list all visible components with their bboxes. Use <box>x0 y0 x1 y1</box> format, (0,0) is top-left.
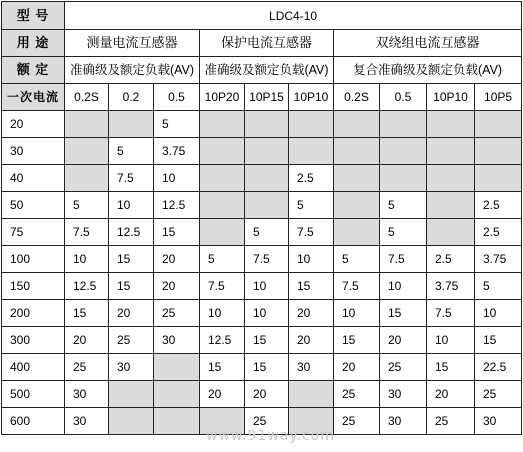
table-row <box>2 138 522 165</box>
accuracy-class-header: 0.2S <box>334 84 380 111</box>
primary-current-cell: 40 <box>2 165 65 192</box>
load-value-cell: 15 <box>200 354 245 381</box>
load-value-cell: 30 <box>380 381 427 408</box>
table-row <box>2 381 522 408</box>
primary-current-cell: 200 <box>2 300 65 327</box>
load-value-cell: 15 <box>65 300 109 327</box>
load-value-cell: 12.5 <box>200 327 245 354</box>
load-value-cell: 25 <box>334 408 380 435</box>
load-value-cell <box>475 138 522 165</box>
load-value-cell: 20 <box>289 327 334 354</box>
load-value-cell: 30 <box>475 408 522 435</box>
load-value-cell: 15 <box>427 354 475 381</box>
watermark: www.91way.com <box>206 428 335 444</box>
load-value-cell: 20 <box>334 354 380 381</box>
load-value-cell <box>289 111 334 138</box>
spec-table <box>1 1 522 435</box>
load-value-cell: 5 <box>154 111 200 138</box>
load-value-cell <box>427 165 475 192</box>
accuracy-class-header: 10P10 <box>427 84 475 111</box>
load-value-cell <box>245 192 289 219</box>
accuracy-class-header: 0.2 <box>109 84 154 111</box>
load-value-cell <box>380 138 427 165</box>
load-value-cell: 2.5 <box>289 165 334 192</box>
load-value-cell: 12.5 <box>65 273 109 300</box>
load-value-cell: 10 <box>245 273 289 300</box>
load-value-cell: 25 <box>334 381 380 408</box>
load-value-cell: 5 <box>380 192 427 219</box>
load-value-cell: 2.5 <box>475 192 522 219</box>
load-value-cell <box>154 381 200 408</box>
load-value-cell: 7.5 <box>200 273 245 300</box>
load-value-cell: 30 <box>65 381 109 408</box>
group-protection: 保护电流互感器 <box>200 30 334 57</box>
load-value-cell: 10 <box>334 300 380 327</box>
load-value-cell: 30 <box>109 354 154 381</box>
load-value-cell: 3.75 <box>154 138 200 165</box>
table-row <box>2 219 522 246</box>
load-value-cell <box>334 192 380 219</box>
load-value-cell <box>334 219 380 246</box>
load-value-cell <box>154 408 200 435</box>
load-value-cell: 25 <box>65 354 109 381</box>
table-row <box>2 273 522 300</box>
model-value: LDC4-10 <box>65 2 522 30</box>
load-value-cell: 2.5 <box>427 246 475 273</box>
load-value-cell: 5 <box>334 246 380 273</box>
load-value-cell: 20 <box>65 327 109 354</box>
primary-current-label: 一次电流 <box>2 84 65 111</box>
load-value-cell: 10 <box>65 246 109 273</box>
load-value-cell <box>334 138 380 165</box>
table-row <box>2 111 522 138</box>
primary-current-cell: 20 <box>2 111 65 138</box>
load-value-cell: 15 <box>475 327 522 354</box>
load-value-cell <box>245 138 289 165</box>
accuracy-class-header: 10P20 <box>200 84 245 111</box>
usage-label: 用 途 <box>2 30 65 57</box>
load-value-cell <box>65 165 109 192</box>
load-value-cell <box>200 138 245 165</box>
load-value-cell: 5 <box>65 192 109 219</box>
accuracy-class-header: 0.2S <box>65 84 109 111</box>
load-value-cell: 30 <box>154 327 200 354</box>
load-value-cell: 15 <box>334 327 380 354</box>
load-value-cell: 10 <box>200 300 245 327</box>
load-value-cell: 25 <box>154 300 200 327</box>
load-value-cell: 15 <box>245 354 289 381</box>
load-value-cell: 20 <box>245 381 289 408</box>
load-value-cell: 15 <box>289 273 334 300</box>
load-value-cell: 25 <box>245 408 289 435</box>
load-value-cell <box>200 192 245 219</box>
load-value-cell: 7.5 <box>334 273 380 300</box>
load-value-cell <box>334 111 380 138</box>
load-value-cell: 10 <box>245 300 289 327</box>
load-value-cell <box>200 111 245 138</box>
load-value-cell: 5 <box>289 192 334 219</box>
load-value-cell: 10 <box>427 327 475 354</box>
load-value-cell: 7.5 <box>109 165 154 192</box>
load-value-cell: 25 <box>109 327 154 354</box>
load-value-cell: 7.5 <box>427 300 475 327</box>
load-value-cell: 15 <box>380 300 427 327</box>
load-value-cell <box>65 138 109 165</box>
load-value-cell <box>289 138 334 165</box>
model-label: 型 号 <box>2 2 65 30</box>
primary-current-cell: 500 <box>2 381 65 408</box>
accuracy-class-header: 10P10 <box>289 84 334 111</box>
load-value-cell: 20 <box>427 381 475 408</box>
accuracy-class-header: 10P5 <box>475 84 522 111</box>
table-row <box>2 327 522 354</box>
load-value-cell: 10 <box>475 300 522 327</box>
load-value-cell <box>475 111 522 138</box>
load-value-cell: 2.5 <box>475 219 522 246</box>
rated-label: 额 定 <box>2 57 65 84</box>
load-value-cell: 5 <box>475 273 522 300</box>
load-value-cell: 5 <box>109 138 154 165</box>
load-value-cell: 20 <box>154 246 200 273</box>
load-value-cell: 5 <box>200 246 245 273</box>
load-value-cell <box>427 138 475 165</box>
load-value-cell: 25 <box>427 408 475 435</box>
load-value-cell <box>109 408 154 435</box>
load-value-cell: 5 <box>380 219 427 246</box>
load-value-cell <box>380 165 427 192</box>
load-value-cell: 20 <box>109 300 154 327</box>
load-value-cell: 10 <box>109 192 154 219</box>
subgroup-dual-winding: 复合准确级及额定负载(AV) <box>334 57 522 84</box>
load-value-cell: 15 <box>109 246 154 273</box>
load-value-cell: 10 <box>380 273 427 300</box>
load-value-cell: 30 <box>65 408 109 435</box>
load-value-cell: 15 <box>245 327 289 354</box>
group-dual-winding: 双绕组电流互感器 <box>334 30 522 57</box>
load-value-cell: 10 <box>289 246 334 273</box>
primary-current-cell: 300 <box>2 327 65 354</box>
primary-current-cell: 50 <box>2 192 65 219</box>
load-value-cell: 5 <box>245 219 289 246</box>
load-value-cell <box>109 111 154 138</box>
load-value-cell: 3.75 <box>475 246 522 273</box>
load-value-cell <box>427 219 475 246</box>
load-value-cell <box>109 381 154 408</box>
load-value-cell: 30 <box>380 408 427 435</box>
load-value-cell: 7.5 <box>289 219 334 246</box>
primary-current-cell: 30 <box>2 138 65 165</box>
load-value-cell <box>154 354 200 381</box>
load-value-cell: 20 <box>380 327 427 354</box>
table-row <box>2 165 522 192</box>
load-value-cell <box>427 111 475 138</box>
accuracy-class-header: 10P15 <box>245 84 289 111</box>
load-value-cell: 30 <box>289 354 334 381</box>
load-value-cell <box>289 381 334 408</box>
accuracy-class-header: 0.5 <box>154 84 200 111</box>
group-measuring: 测量电流互感器 <box>65 30 200 57</box>
load-value-cell: 25 <box>475 381 522 408</box>
load-value-cell <box>200 165 245 192</box>
load-value-cell: 20 <box>154 273 200 300</box>
load-value-cell <box>200 219 245 246</box>
primary-current-cell: 600 <box>2 408 65 435</box>
accuracy-class-header: 0.5 <box>380 84 427 111</box>
load-value-cell: 22.5 <box>475 354 522 381</box>
table-row <box>2 354 522 381</box>
subgroup-measuring: 准确级及额定负载(AV) <box>65 57 200 84</box>
load-value-cell <box>475 165 522 192</box>
load-value-cell: 12.5 <box>154 192 200 219</box>
load-value-cell <box>65 111 109 138</box>
load-value-cell: 7.5 <box>65 219 109 246</box>
load-value-cell: 10 <box>154 165 200 192</box>
load-value-cell: 20 <box>200 381 245 408</box>
primary-current-cell: 75 <box>2 219 65 246</box>
table-row <box>2 246 522 273</box>
load-value-cell <box>245 111 289 138</box>
load-value-cell: 7.5 <box>245 246 289 273</box>
load-value-cell: 3.75 <box>427 273 475 300</box>
load-value-cell: 15 <box>154 219 200 246</box>
load-value-cell: 20 <box>289 300 334 327</box>
primary-current-cell: 100 <box>2 246 65 273</box>
load-value-cell: 15 <box>109 273 154 300</box>
subgroup-protection: 准确级及额定负载(AV) <box>200 57 334 84</box>
load-value-cell: 25 <box>380 354 427 381</box>
primary-current-cell: 400 <box>2 354 65 381</box>
primary-current-cell: 150 <box>2 273 65 300</box>
load-value-cell <box>427 192 475 219</box>
table-row <box>2 192 522 219</box>
load-value-cell: 7.5 <box>380 246 427 273</box>
load-value-cell <box>380 111 427 138</box>
load-value-cell <box>245 165 289 192</box>
table-row <box>2 300 522 327</box>
load-value-cell <box>334 165 380 192</box>
load-value-cell: 12.5 <box>109 219 154 246</box>
